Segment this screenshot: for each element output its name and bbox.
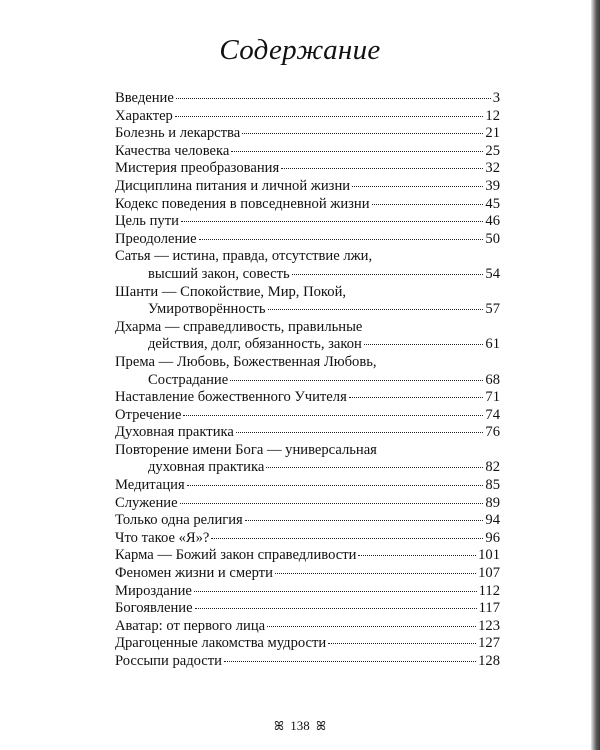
- toc-entry[interactable]: [115, 90, 500, 108]
- dot-leader: [281, 168, 483, 169]
- toc-page-number: 82: [485, 459, 500, 476]
- toc-entry-title: Отречение: [115, 406, 182, 423]
- toc-page-number: 21: [485, 125, 500, 142]
- toc-entry[interactable]: [115, 635, 500, 653]
- toc-entry[interactable]: [115, 424, 500, 442]
- toc-entry-title: Сатья — истина, правда, отсутствие лжи,: [115, 248, 373, 265]
- toc-entry[interactable]: [115, 389, 500, 407]
- toc-entry-line: [115, 547, 500, 565]
- toc-entry-line: [115, 143, 500, 161]
- toc-entry-title: Карма — Божий закон справедливости: [115, 547, 357, 564]
- toc-entry-title: Сострадание: [148, 371, 229, 388]
- toc-entry-line: [115, 90, 500, 108]
- toc-page-number: 25: [485, 142, 500, 159]
- dot-leader: [224, 661, 476, 662]
- toc-entry[interactable]: [115, 530, 500, 548]
- toc-entry-title: Повторение имени Бога — универсальная: [115, 441, 377, 458]
- dot-leader: [194, 591, 477, 592]
- toc-page-number: 39: [485, 177, 500, 194]
- toc-page-number: 123: [478, 617, 500, 634]
- toc-entry[interactable]: [115, 407, 500, 425]
- toc-page-number: 68: [485, 371, 500, 388]
- dot-leader: [187, 485, 484, 486]
- toc-entry[interactable]: [115, 653, 500, 671]
- table-of-contents: [115, 90, 500, 671]
- ornament-right-icon: ꕤ: [316, 719, 326, 733]
- toc-entry[interactable]: [115, 512, 500, 530]
- dot-leader: [372, 204, 484, 205]
- toc-entry[interactable]: [115, 600, 500, 618]
- toc-entry-title: Према — Любовь, Божественная Любовь,: [115, 353, 377, 370]
- toc-page-number: 3: [492, 90, 500, 106]
- toc-entry-title: Россыпи радости: [115, 653, 222, 669]
- dot-leader: [267, 626, 476, 627]
- dot-leader: [199, 239, 484, 240]
- toc-page-number: 112: [478, 582, 500, 599]
- dot-leader: [266, 467, 483, 468]
- toc-entry-title: Служение: [115, 494, 178, 511]
- page-title: Содержание: [219, 34, 381, 66]
- toc-entry-line: [115, 442, 500, 460]
- toc-entry-line: [115, 583, 500, 601]
- toc-entry-title: Введение: [115, 90, 174, 106]
- dot-leader: [358, 555, 476, 556]
- toc-page-number: 85: [485, 477, 500, 494]
- toc-page-number: 61: [485, 336, 500, 353]
- toc-entry-title: Характер: [115, 107, 173, 124]
- dot-leader: [180, 503, 484, 504]
- toc-entry-line: [115, 125, 500, 143]
- toc-entry-line: [115, 213, 500, 231]
- toc-entry[interactable]: [115, 442, 500, 477]
- dot-leader: [236, 432, 484, 433]
- toc-entry-line: [115, 354, 500, 372]
- toc-entry[interactable]: [115, 125, 500, 143]
- dot-leader: [242, 133, 483, 134]
- toc-entry[interactable]: [115, 547, 500, 565]
- toc-entry-line: [115, 284, 500, 302]
- toc-entry-title: Только одна религия: [115, 512, 243, 529]
- toc-entry-line: [115, 653, 500, 671]
- toc-entry-title: Что такое «Я»?: [115, 529, 210, 546]
- toc-entry-title: Дхарма — справедливость, правильные: [115, 318, 363, 335]
- dot-leader: [211, 538, 483, 539]
- toc-entry[interactable]: [115, 178, 500, 196]
- toc-page-number: 96: [485, 529, 500, 546]
- toc-page-number: 127: [478, 635, 500, 652]
- ornament-left-icon: ꕤ: [274, 719, 284, 733]
- toc-entry-line: [115, 178, 500, 196]
- toc-entry[interactable]: [115, 143, 500, 161]
- toc-entry-line: [115, 389, 500, 407]
- dot-leader: [349, 397, 484, 398]
- toc-page-number: 117: [478, 600, 500, 617]
- toc-entry-line: [115, 530, 500, 548]
- toc-page-number: 50: [485, 230, 500, 247]
- toc-entry-title: Шанти — Спокойствие, Мир, Покой,: [115, 283, 347, 300]
- toc-entry-line: [115, 196, 500, 214]
- toc-entry[interactable]: [115, 284, 500, 319]
- toc-entry-line: [115, 336, 500, 354]
- toc-entry[interactable]: [115, 618, 500, 636]
- toc-entry-title: Умиротворённость: [148, 301, 266, 318]
- toc-entry-title: Болезнь и лекарства: [115, 125, 241, 142]
- toc-page-number: 54: [485, 265, 500, 282]
- dot-leader: [183, 415, 483, 416]
- page-number: 138: [290, 718, 310, 733]
- toc-entry-line: [115, 231, 500, 249]
- dot-leader: [231, 151, 483, 152]
- toc-page-number: 46: [485, 213, 500, 230]
- toc-page-number: 57: [485, 301, 500, 318]
- toc-entry[interactable]: [115, 319, 500, 354]
- toc-entry-title: Богоявление: [115, 600, 193, 617]
- toc-entry-title: Преодоление: [115, 230, 197, 247]
- dot-leader: [195, 608, 477, 609]
- dot-leader: [175, 116, 484, 117]
- toc-entry-title: Качества человека: [115, 142, 230, 159]
- toc-entry[interactable]: [115, 354, 500, 389]
- toc-page-number: 45: [485, 195, 500, 212]
- toc-entry-title: Духовная практика: [115, 424, 234, 441]
- toc-entry[interactable]: [115, 495, 500, 513]
- toc-entry-line: [115, 495, 500, 513]
- dot-leader: [245, 520, 484, 521]
- toc-entry-line: [115, 477, 500, 495]
- toc-entry-title: Аватар: от первого лица: [115, 617, 266, 634]
- toc-page-number: 128: [478, 653, 500, 669]
- toc-page-number: 89: [485, 494, 500, 511]
- toc-entry-line: [115, 512, 500, 530]
- dot-leader: [268, 309, 484, 310]
- toc-entry-line: [115, 407, 500, 425]
- toc-page-number: 107: [478, 565, 500, 582]
- toc-entry-line: [115, 618, 500, 636]
- dot-leader: [352, 186, 483, 187]
- toc-page-number: 32: [485, 160, 500, 177]
- toc-entry-line: [115, 424, 500, 442]
- toc-entry-line: [115, 108, 500, 126]
- toc-entry-title: Феномен жизни и смерти: [115, 565, 273, 582]
- toc-page-number: 71: [485, 389, 500, 406]
- toc-entry[interactable]: [115, 213, 500, 231]
- toc-page-number: 74: [485, 406, 500, 423]
- toc-entry-line: [115, 565, 500, 583]
- toc-entry[interactable]: [115, 160, 500, 178]
- toc-entry[interactable]: [115, 196, 500, 214]
- toc-entry-title: Кодекс поведения в повседневной жизни: [115, 195, 370, 212]
- toc-page-number: 12: [485, 107, 500, 124]
- page-footer: [0, 718, 600, 734]
- toc-entry-line: [115, 248, 500, 266]
- toc-entry-title: Драгоценные лакомства мудрости: [115, 635, 327, 652]
- toc-page-number: 76: [485, 424, 500, 441]
- toc-entry-title: Дисциплина питания и личной жизни: [115, 177, 351, 194]
- toc-entry-line: [115, 160, 500, 178]
- toc-entry[interactable]: [115, 108, 500, 126]
- dot-leader: [181, 221, 484, 222]
- toc-entry-line: [115, 372, 500, 390]
- toc-entry-title: Наставление божественного Учителя: [115, 389, 347, 406]
- toc-entry-title: высший закон, совесть: [148, 265, 290, 282]
- toc-entry[interactable]: [115, 565, 500, 583]
- page-edge-shadow: [591, 0, 600, 750]
- dot-leader: [292, 274, 484, 275]
- dot-leader: [328, 643, 476, 644]
- toc-entry-line: [115, 301, 500, 319]
- toc-entry-title: духовная практика: [148, 459, 265, 476]
- dot-leader: [364, 344, 484, 345]
- toc-entry-line: [115, 266, 500, 284]
- toc-entry-line: [115, 635, 500, 653]
- dot-leader: [176, 98, 491, 99]
- toc-entry-title: Медитация: [115, 477, 185, 494]
- toc-entry-title: действия, долг, обязанность, закон: [148, 336, 362, 353]
- toc-entry-title: Цель пути: [115, 213, 179, 230]
- toc-entry-line: [115, 319, 500, 337]
- dot-leader: [275, 573, 476, 574]
- toc-page-number: 101: [478, 547, 500, 564]
- toc-entry-title: Мироздание: [115, 582, 192, 599]
- toc-page-number: 94: [485, 512, 500, 529]
- toc-entry[interactable]: [115, 583, 500, 601]
- dot-leader: [230, 380, 483, 381]
- toc-entry[interactable]: [115, 477, 500, 495]
- toc-entry-title: Мистерия преобразования: [115, 160, 280, 177]
- toc-entry-line: [115, 600, 500, 618]
- toc-entry[interactable]: [115, 231, 500, 249]
- toc-entry[interactable]: [115, 248, 500, 283]
- toc-entry-line: [115, 459, 500, 477]
